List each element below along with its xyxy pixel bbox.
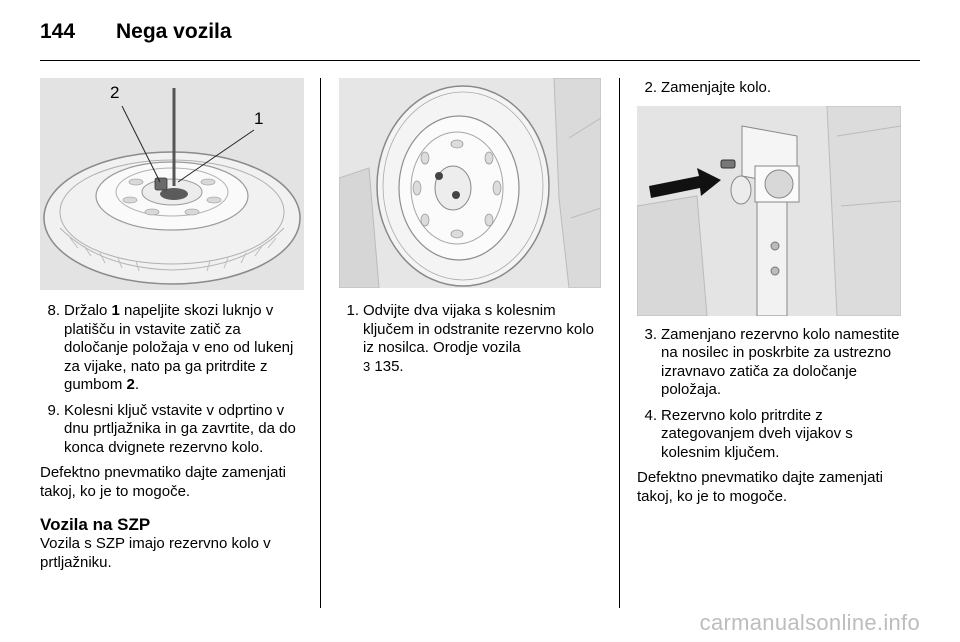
steps-list-2 [637, 79, 903, 98]
step-number: 9 . [40, 402, 60, 421]
spare-wheel-holder-figure [40, 78, 304, 290]
tyre-replacement-note: Defektno pnevmatiko dajte zamenjati takoj, ko je to mogoče. [637, 469, 883, 505]
header-rule [40, 60, 920, 61]
step-3: 3 . Zamenjano rezervno kolo namestite na nosilec in poskrbite za ustrezno izravnavo zatiča za določanje položaja. [637, 326, 903, 400]
column-divider-2 [619, 78, 620, 608]
page-number: 144 [40, 20, 76, 43]
step-number: 4 . [637, 407, 657, 426]
chapter-title: Nega vozila [116, 20, 232, 43]
section-heading: Vozila na SZP [40, 515, 151, 534]
step-number: 8 . [40, 302, 60, 321]
column-2 [339, 78, 601, 376]
spare-wheel-holder-illustration [40, 78, 304, 290]
step-2: 2 . Zamenjajte kolo. [637, 79, 903, 98]
spare-wheel-illustration [339, 78, 601, 288]
step-8: 8 . Držalo 1 napeljite skozi luknjo v platišču in vstavite zatič za določanje položaja v eno od lukenj za vijake, nato pa ga pritrdite z gumbom 2. [40, 302, 304, 395]
step-number: 2 . [637, 79, 657, 98]
wheel-carrier-illustration [637, 106, 901, 316]
column-divider-1 [320, 78, 321, 608]
step-4: 4 . Rezervno kolo pritrdite z zategovanjem dveh vijakov s kolesnim ključem. [637, 407, 903, 463]
spare-wheel-figure [339, 78, 601, 288]
wheel-carrier-figure [637, 106, 901, 316]
column-3 [637, 78, 903, 506]
page-reference: 135. [370, 357, 404, 375]
page-header [40, 18, 920, 58]
steps-list-1 [339, 302, 601, 376]
callout-1: 1 [254, 109, 264, 128]
steps-list-3-4 [637, 326, 903, 463]
step-number: 1 . [339, 302, 359, 321]
steps-list-8-9 [40, 302, 304, 457]
step-9: 9 . Kolesni ključ vstavite v odprtino v dnu prtljažnika in ga zavrtite, da do konca dvignete rezervno kolo. [40, 402, 304, 458]
page-reference-icon: 3 [363, 358, 371, 374]
step-number: 3 . [637, 326, 657, 345]
callout-2: 2 [110, 83, 120, 102]
watermark: carmanualsonline.info [699, 610, 920, 635]
tyre-replacement-note: Defektno pnevmatiko dajte zamenjati takoj, ko je to mogoče. [40, 464, 286, 500]
column-1 [40, 78, 304, 572]
section-text: Vozila s SZP imajo rezervno kolo v prtljažniku. [40, 535, 271, 571]
step-1: 1 . Odvijte dva vijaka s kolesnim ključem in odstranite rezervno kolo iz nosilca. Orodje vozila 3 135. [339, 302, 601, 376]
